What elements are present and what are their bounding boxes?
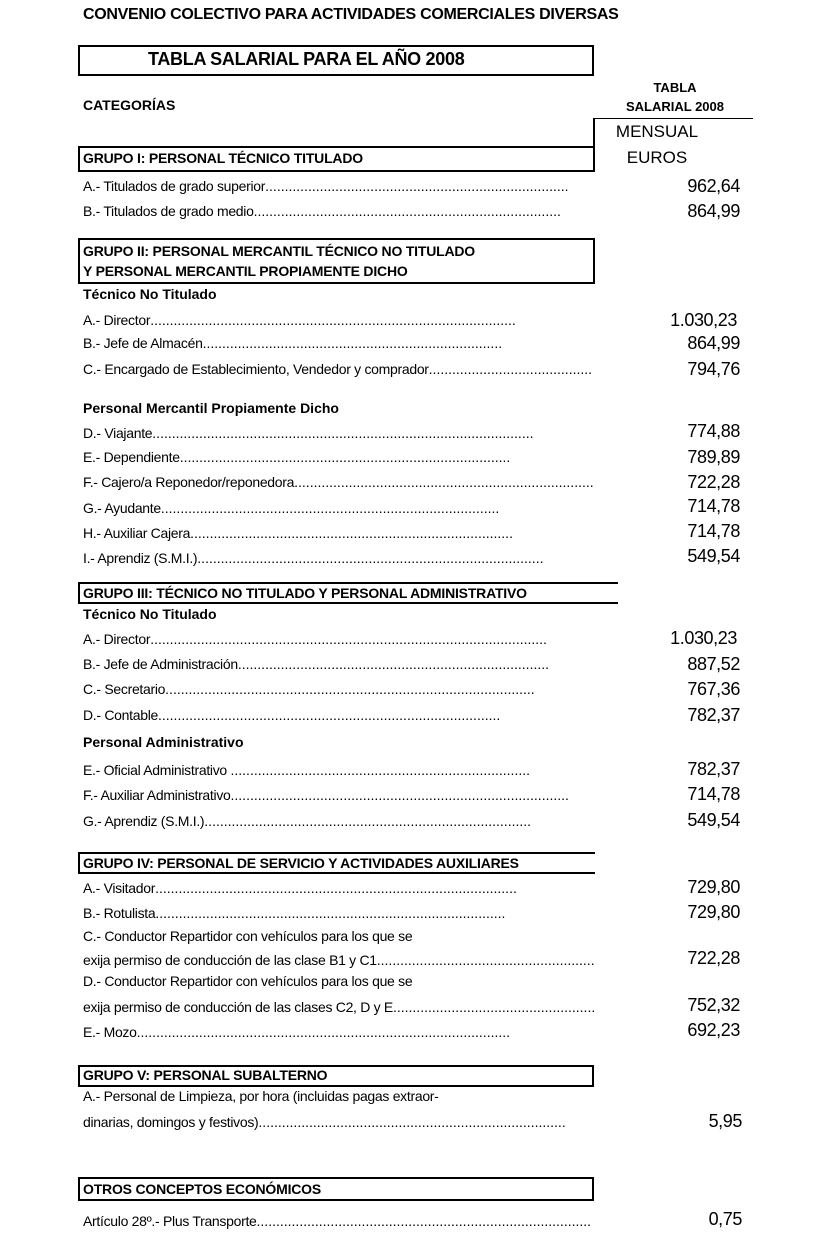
table-row-value: 714,78 xyxy=(687,496,740,516)
table-row: exija permiso de conducción de las clase B1 y C1........................................................ xyxy=(83,952,595,968)
column-unit-line2: EUROS xyxy=(626,148,688,167)
group-5-header xyxy=(78,1065,594,1087)
table-row-value: 864,99 xyxy=(687,333,740,353)
table-row: B.- Rotulista.......................................................................................... xyxy=(83,905,506,921)
table-row: B.- Jefe de Administración................................................................................ xyxy=(83,656,550,672)
table-row: B.- Titulados de grado medio............................................................................... xyxy=(83,203,561,219)
other-concepts-header xyxy=(78,1177,594,1201)
table-row-value: 0,75 xyxy=(708,1209,742,1229)
table-row: A.- Titulados de grado superior.............................................................................. xyxy=(83,178,569,194)
table-row-line1: A.- Personal de Limpieza, por hora (incluidas pagas extraor- xyxy=(83,1088,439,1104)
table-row: A.- Visitador............................................................................................. xyxy=(83,880,517,896)
table-row-value: 692,23 xyxy=(687,1020,740,1040)
subsection-title: Personal Mercantil Propiamente Dicho xyxy=(83,400,339,416)
subsection-title: Técnico No Titulado xyxy=(83,606,217,622)
table-row: B.- Jefe de Almacén............................................................................. xyxy=(83,335,503,351)
table-row: D.- Viajante.................................................................................................. xyxy=(83,425,534,441)
column-unit-box xyxy=(593,118,753,172)
table-row-value: 1.030,23 xyxy=(670,310,737,330)
table-row: H.- Auxiliar Cajera................................................................................... xyxy=(83,525,513,541)
categories-header: CATEGORÍAS xyxy=(83,97,176,113)
table-row: C.- Secretario............................................................................................... xyxy=(83,681,535,697)
table-row: Artículo 28º.- Plus Transporte...................................................................................... xyxy=(83,1213,592,1229)
table-row: E.- Mozo................................................................................................ xyxy=(83,1024,511,1040)
table-row: D.- Contable........................................................................................ xyxy=(83,707,501,723)
table-row-value: 729,80 xyxy=(687,902,740,922)
group-1-header xyxy=(78,146,595,172)
table-row: exija permiso de conducción de las clases C2, D y E.................................................... xyxy=(83,999,596,1015)
table-row-value: 782,37 xyxy=(687,705,740,725)
table-row: F.- Cajero/a Reponedor/reponedora............................................................................. xyxy=(83,474,594,490)
table-row-value: 887,52 xyxy=(687,654,740,674)
table-row-value: 864,99 xyxy=(687,201,740,221)
group-4-header xyxy=(78,852,595,874)
table-row: C.- Encargado de Establecimiento, Vendedor y comprador.......................................... xyxy=(83,361,593,377)
table-title: TABLA SALARIAL PARA EL AÑO 2008 xyxy=(148,49,465,69)
table-row-value: 767,36 xyxy=(687,679,740,699)
table-row-value: 722,28 xyxy=(687,948,740,968)
subsection-title: Personal Administrativo xyxy=(83,734,244,750)
table-row: E.- Oficial Administrativo ............................................................................. xyxy=(83,762,531,778)
group-4-title: GRUPO IV: PERSONAL DE SERVICIO Y ACTIVIDADES AUXILIARES xyxy=(83,855,519,871)
table-row-line1: D.- Conductor Repartidor con vehículos para los que se xyxy=(83,973,413,989)
column-header-line2: SALARIAL 2008 xyxy=(625,99,724,114)
table-row-value: 722,28 xyxy=(687,472,740,492)
table-row: dinarias, domingos y festivos)............................................................................... xyxy=(83,1114,566,1130)
table-row: G.- Ayudante....................................................................................... xyxy=(83,500,500,516)
table-row-value: 962,64 xyxy=(687,176,740,196)
group-1-title: GRUPO I: PERSONAL TÉCNICO TITULADO xyxy=(83,150,363,166)
table-row-value: 789,89 xyxy=(687,447,740,467)
table-row: I.- Aprendiz (S.M.I.)......................................................................................... xyxy=(83,550,544,566)
group-3-header xyxy=(78,582,618,604)
table-row-value: 549,54 xyxy=(687,810,740,830)
document-title: CONVENIO COLECTIVO PARA ACTIVIDADES COMERCIALES DIVERSAS xyxy=(83,6,619,23)
subsection-title: Técnico No Titulado xyxy=(83,286,217,302)
other-concepts-title: OTROS CONCEPTOS ECONÓMICOS xyxy=(83,1181,322,1197)
table-row: F.- Auxiliar Administrativo....................................................................................... xyxy=(83,787,569,803)
group-2-header xyxy=(78,238,595,284)
table-row-value: 774,88 xyxy=(687,421,740,441)
table-row-value: 782,37 xyxy=(687,759,740,779)
table-row-line1: C.- Conductor Repartidor con vehículos para los que se xyxy=(83,928,413,944)
table-row: A.- Director.............................................................................................. xyxy=(83,312,516,328)
table-row: E.- Dependiente..................................................................................... xyxy=(83,449,511,465)
group-2-title-line2: Y PERSONAL MERCANTIL PROPIAMENTE DICHO xyxy=(83,263,408,279)
table-row-value: 1.030,23 xyxy=(670,628,737,648)
table-row-value: 714,78 xyxy=(687,784,740,804)
table-row-value: 549,54 xyxy=(687,546,740,566)
group-5-title: GRUPO V: PERSONAL SUBALTERNO xyxy=(83,1067,328,1083)
table-row-value: 729,80 xyxy=(687,877,740,897)
group-3-title: GRUPO III: TÉCNICO NO TITULADO Y PERSONAL ADMINISTRATIVO xyxy=(83,585,527,601)
column-unit-line1: MENSUAL xyxy=(615,122,699,141)
table-row-value: 794,76 xyxy=(687,359,740,379)
table-row-value: 5,95 xyxy=(708,1111,742,1131)
table-row-value: 714,78 xyxy=(687,521,740,541)
table-row-value: 752,32 xyxy=(687,995,740,1015)
column-header-line1: TABLA xyxy=(653,80,697,95)
table-row: A.- Director...................................................................................................... xyxy=(83,631,547,647)
table-row: G.- Aprendiz (S.M.I.).................................................................................... xyxy=(83,813,532,829)
group-2-title-line1: GRUPO II: PERSONAL MERCANTIL TÉCNICO NO TITULADO xyxy=(83,243,475,259)
table-title-box xyxy=(78,45,594,76)
